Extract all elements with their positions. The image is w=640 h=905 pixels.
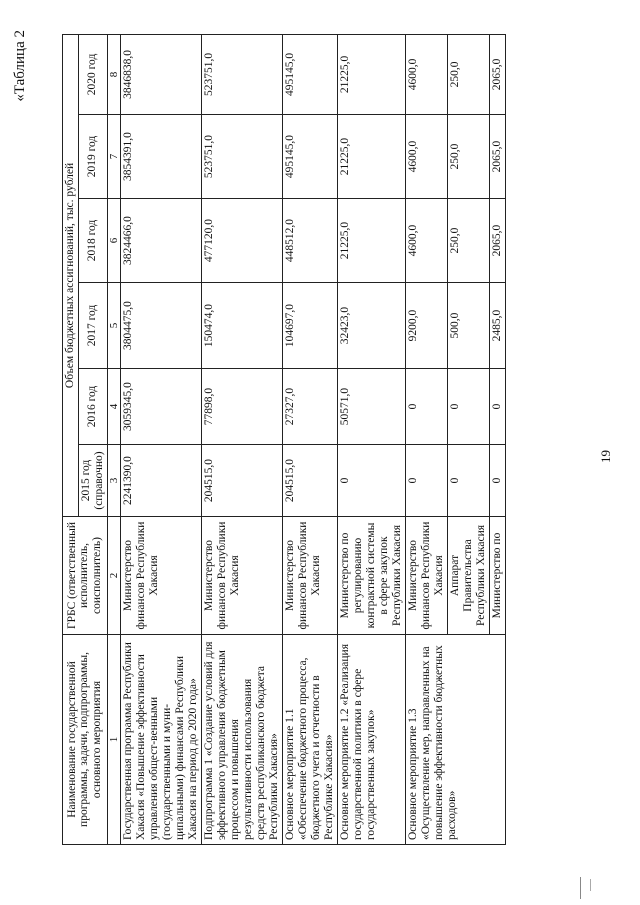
value-2016: 77898,0: [202, 369, 283, 445]
value-2018: 477120,0: [202, 199, 283, 283]
table-row: [283, 34, 338, 844]
value-2018: 2065,0: [489, 199, 505, 283]
column-number: 6: [107, 199, 120, 283]
row-name: Основное мероприятие 1.1 «Обеспечение бюджетного процесса, бюджетного учета и отчетности в Республике Хакасия»: [283, 635, 338, 845]
row-grbs: Министерство финансов Республики Хакасия: [202, 517, 283, 635]
header-2018: 2018 год: [78, 199, 107, 283]
value-2015: 204515,0: [202, 445, 283, 517]
header-name: Наименование государственной программы, задачи, подпрограммы, основного мероприятия: [63, 635, 108, 845]
table-caption: «Таблица 2: [12, 30, 28, 102]
table-row: [202, 34, 283, 844]
scan-mark: [590, 879, 591, 891]
column-number: 4: [107, 369, 120, 445]
column-number: 1: [107, 635, 120, 845]
value-2018: 250,0: [448, 199, 490, 283]
column-number: 7: [107, 115, 120, 199]
value-2020: 3846838,0: [121, 34, 202, 114]
value-2020: 2065,0: [489, 34, 505, 114]
value-2017: 9200,0: [406, 283, 448, 369]
row-name: Подпрограмма 1 «Создание условий для эффективного управления бюджетным процессом и повышения результативности использования средств республиканского бюджета Республики Хакасия»: [202, 635, 283, 845]
value-2019: 2065,0: [489, 115, 505, 199]
scan-mark: [580, 877, 581, 899]
value-2017: 104697,0: [283, 283, 338, 369]
value-2020: 21225,0: [338, 34, 406, 114]
value-2019: 250,0: [448, 115, 490, 199]
row-grbs: Министерство по регулированию контрактной системы в сфере закупок Республики Хакасия: [338, 517, 406, 635]
column-number: 8: [107, 34, 120, 114]
value-2018: 4600,0: [406, 199, 448, 283]
value-2017: 500,0: [448, 283, 490, 369]
value-2016: 0: [406, 369, 448, 445]
header-grbs: ГРБС (ответственный исполнитель, соисполнитель): [63, 517, 108, 635]
value-2015: 2241390,0: [121, 445, 202, 517]
value-2016: 3059345,0: [121, 369, 202, 445]
value-2015: 204515,0: [283, 445, 338, 517]
column-number: 5: [107, 283, 120, 369]
column-numbers-row: [107, 34, 120, 844]
row-grbs: Аппарат Правительства Республики Хакасия: [448, 517, 490, 635]
value-2019: 523751,0: [202, 115, 283, 199]
value-2015: 0: [489, 445, 505, 517]
value-2020: 250,0: [448, 34, 490, 114]
header-2019: 2019 год: [78, 115, 107, 199]
row-grbs: Министерство по: [489, 517, 505, 635]
value-2020: 4600,0: [406, 34, 448, 114]
header-volume: Объем бюджетных ассигнований, тыс. рублей: [63, 34, 79, 516]
row-name: Государственная программа Республики Хакасия «Повышение эффективности управления общест-венными (государственными и муни-ципальными) финансами Республики Хакасия на период до 2020 года»: [121, 635, 202, 845]
value-2015: 0: [448, 445, 490, 517]
value-2016: 50571,0: [338, 369, 406, 445]
header-2017: 2017 год: [78, 283, 107, 369]
value-2020: 495145,0: [283, 34, 338, 114]
header-row: [63, 34, 79, 844]
column-number: 2: [107, 517, 120, 635]
header-2020: 2020 год: [78, 34, 107, 114]
value-2015: 0: [406, 445, 448, 517]
value-2018: 448512,0: [283, 199, 338, 283]
value-2019: 495145,0: [283, 115, 338, 199]
value-2018: 21225,0: [338, 199, 406, 283]
value-2016: 0: [448, 369, 490, 445]
row-name: Основное мероприятие 1.2 «Реализация государственной политики в сфере государственных закупок»: [338, 635, 406, 845]
column-number: 3: [107, 445, 120, 517]
row-grbs: Министерство финансов Республики Хакасия: [283, 517, 338, 635]
value-2016: 0: [489, 369, 505, 445]
value-2018: 3824466,0: [121, 199, 202, 283]
value-2019: 21225,0: [338, 115, 406, 199]
row-grbs: Министерство финансов Республики Хакасия: [406, 517, 448, 635]
value-2019: 4600,0: [406, 115, 448, 199]
row-name: Основное мероприятие 1.3 «Осуществление мер, направленных на повышение эффективности бюджетных расходов»: [406, 635, 506, 845]
value-2017: 32423,0: [338, 283, 406, 369]
value-2019: 3854391,0: [121, 115, 202, 199]
row-grbs: Министерство финансов Республики Хакасия: [121, 517, 202, 635]
budget-table: [62, 34, 506, 845]
header-2016: 2016 год: [78, 369, 107, 445]
value-2017: 2485,0: [489, 283, 505, 369]
page-number: 19: [598, 450, 613, 463]
value-2015: 0: [338, 445, 406, 517]
value-2016: 27327,0: [283, 369, 338, 445]
table-row: [121, 34, 202, 844]
table-row: [406, 34, 448, 844]
table-row: [338, 34, 406, 844]
value-2020: 523751,0: [202, 34, 283, 114]
value-2017: 150474,0: [202, 283, 283, 369]
value-2017: 3804475,0: [121, 283, 202, 369]
header-2015: 2015 год (справочно): [78, 445, 107, 517]
